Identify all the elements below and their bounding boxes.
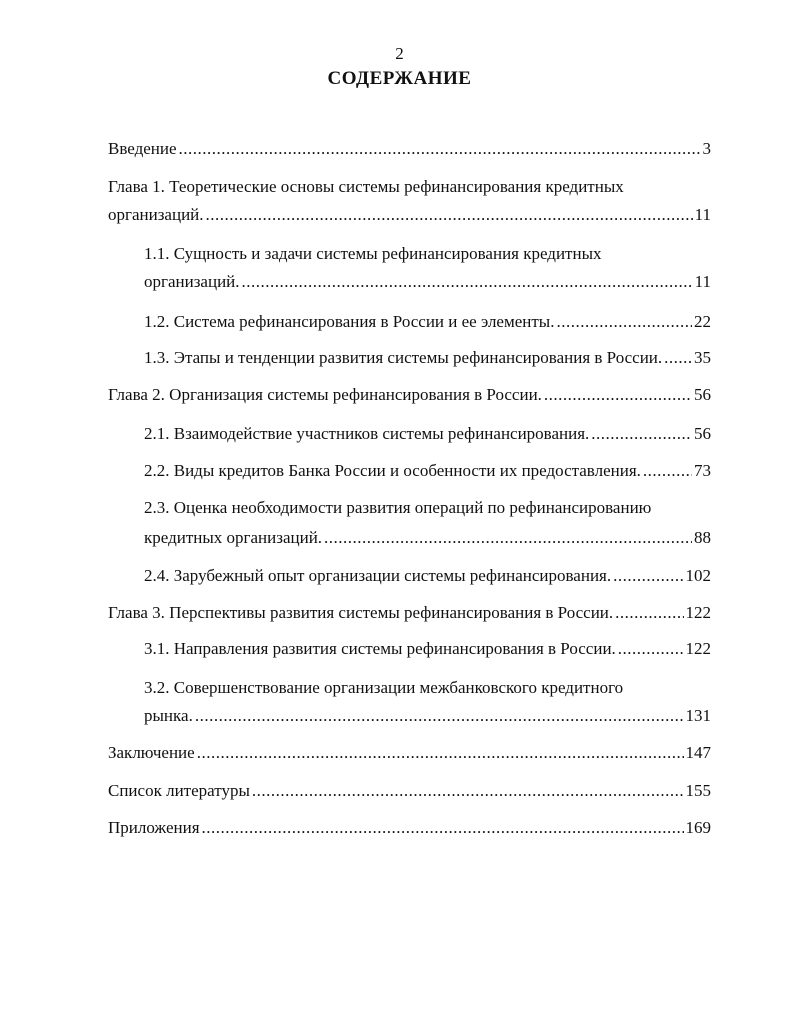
- toc-entry-line: [108, 742, 711, 764]
- toc-entry-line: [144, 311, 711, 333]
- toc-entry-text: Глава 1. Теоретические основы системы рефинансирования кредитных: [108, 177, 624, 196]
- toc-entry-text: организаций.: [144, 272, 240, 291]
- toc-dot-leader: [179, 138, 701, 160]
- page-number: 2: [395, 44, 404, 63]
- toc-dot-leader: [556, 311, 692, 333]
- toc-entry-text: 2.1. Взаимодействие участников системы рефинансирования.: [144, 424, 590, 443]
- toc-entry-text: 1.1. Сущность и задачи системы рефинансирования кредитных: [144, 244, 602, 263]
- toc-entry-line: [144, 460, 711, 482]
- toc-entry-text: 3.1. Направления развития системы рефинансирования в России.: [144, 639, 616, 658]
- toc-entry-text: 1.2. Система рефинансирования в России и ее элементы.: [144, 312, 555, 331]
- toc-entry-line: [144, 347, 711, 369]
- toc-dot-leader: [195, 705, 684, 727]
- toc-dot-leader: [202, 817, 684, 839]
- toc-page-number: 22: [694, 312, 711, 331]
- toc-dot-leader: [618, 638, 684, 660]
- toc-dot-leader: [206, 204, 693, 226]
- toc-dot-leader: [252, 780, 684, 802]
- page-title: СОДЕРЖАНИЕ: [327, 68, 472, 89]
- toc-entry-line: [144, 527, 711, 549]
- toc-entry-line: [108, 204, 711, 226]
- toc-entry-text: 1.3. Этапы и тенденции развития системы рефинансирования в России.: [144, 348, 663, 367]
- toc-entry-line: [144, 497, 711, 519]
- toc-dot-leader: [591, 423, 692, 445]
- toc-page-number: 56: [694, 385, 711, 404]
- toc-page-number: 35: [694, 348, 711, 367]
- toc-dot-leader: [324, 527, 692, 549]
- toc-dot-leader: [664, 347, 692, 369]
- toc-entry-text: организаций.: [108, 205, 204, 224]
- toc-page-number: 155: [685, 781, 711, 800]
- toc-page-number: 131: [685, 706, 711, 725]
- toc-entry-text: Список литературы: [108, 781, 250, 800]
- toc-dot-leader: [242, 271, 693, 293]
- toc-entry-line: [108, 176, 711, 198]
- toc-entry-line: [144, 705, 711, 727]
- toc-dot-leader: [643, 460, 692, 482]
- toc-entry-line: [144, 565, 711, 587]
- toc-entry-text: Глава 3. Перспективы развития системы рефинансирования в России.: [108, 603, 614, 622]
- toc-page-number: 56: [694, 424, 711, 443]
- toc-entry-text: 2.2. Виды кредитов Банка России и особенности их предоставления.: [144, 461, 641, 480]
- toc-entry-line: [144, 677, 711, 699]
- toc-entry-line: [108, 817, 711, 839]
- toc-dot-leader: [613, 565, 683, 587]
- toc-entry-line: [144, 271, 711, 293]
- toc-entry-text: Приложения: [108, 818, 200, 837]
- toc-page-number: 11: [694, 272, 711, 291]
- toc-entry-line: [108, 384, 711, 406]
- toc-entry-line: [108, 780, 711, 802]
- toc-page-number: 3: [702, 139, 711, 158]
- toc-page-number: 169: [685, 818, 711, 837]
- toc-entry-text: 2.4. Зарубежный опыт организации системы рефинансирования.: [144, 566, 612, 585]
- toc-entry-text: рынка.: [144, 706, 193, 725]
- toc-dot-leader: [544, 384, 692, 406]
- toc-entry-line: [144, 423, 711, 445]
- toc-entry-line: [144, 638, 711, 660]
- toc-entry-text: кредитных организаций.: [144, 528, 323, 547]
- toc-entry-text: Введение: [108, 139, 177, 158]
- toc-page-number: 122: [685, 639, 711, 658]
- toc-entry-text: Заключение: [108, 743, 195, 762]
- toc-page-number: 102: [685, 566, 711, 585]
- toc-page-number: 122: [685, 603, 711, 622]
- toc-entry-text: 3.2. Совершенствование организации межбанковского кредитного: [144, 678, 624, 697]
- toc-entry-line: [108, 138, 711, 160]
- toc-entry-text: Глава 2. Организация системы рефинансирования в России.: [108, 385, 542, 404]
- toc-page-number: 11: [694, 205, 711, 224]
- toc-dot-leader: [615, 602, 683, 624]
- toc-page-number: 73: [694, 461, 711, 480]
- toc-dot-leader: [197, 742, 684, 764]
- toc-entry-text: 2.3. Оценка необходимости развития операций по рефинансированию: [144, 498, 652, 517]
- toc-page-number: 147: [685, 743, 711, 762]
- toc-page-number: 88: [694, 528, 711, 547]
- toc-entry-line: [108, 602, 711, 624]
- toc-entry-line: [144, 243, 711, 265]
